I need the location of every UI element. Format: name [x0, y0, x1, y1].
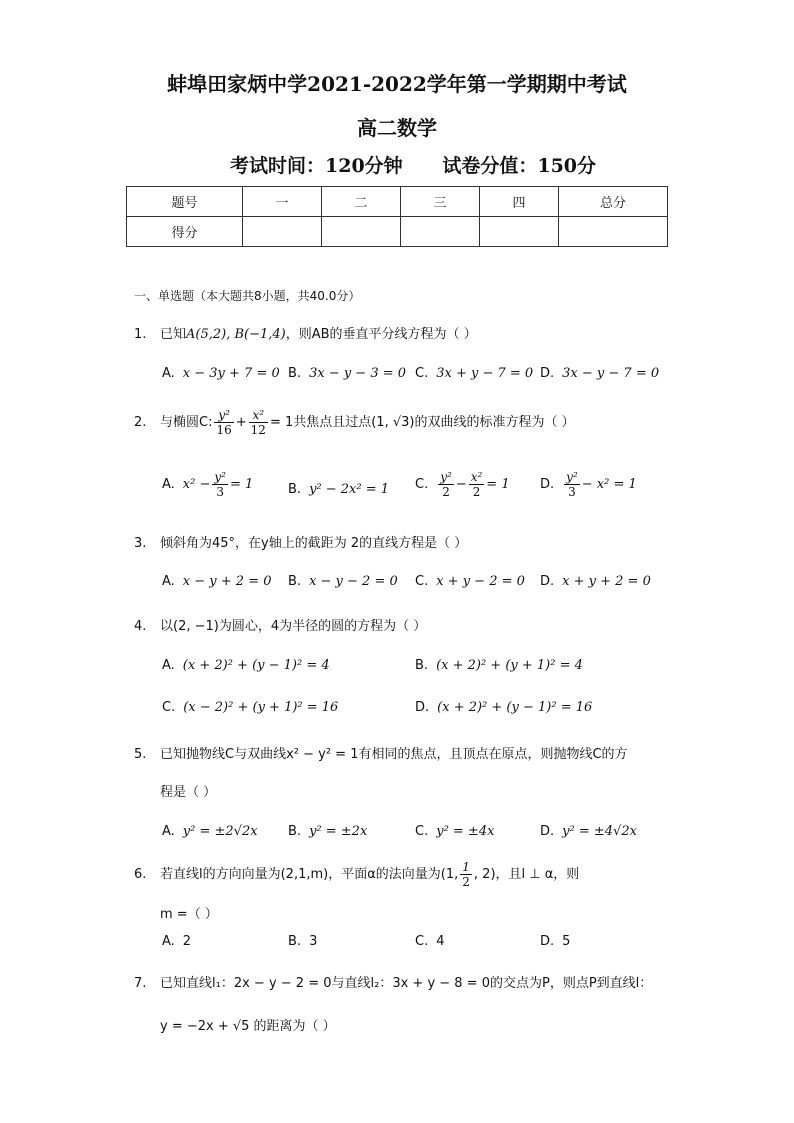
- denominator: 2: [442, 485, 450, 499]
- option-text: (x + 2)² + (y − 1)² = 16: [437, 700, 593, 715]
- option-text: x + y − 2 = 0: [436, 574, 525, 589]
- exam-subject: 高二数学: [357, 116, 437, 140]
- option-text: x² −: [182, 477, 211, 492]
- option-letter: B.: [288, 574, 302, 589]
- option-text: x − y + 2 = 0: [182, 574, 272, 589]
- option-b[interactable]: [415, 658, 583, 673]
- option-a[interactable]: [162, 366, 280, 381]
- option-text: 3x − y − 7 = 0: [562, 366, 660, 381]
- question-number: 5.: [134, 747, 147, 762]
- question-7: [134, 972, 652, 991]
- option-letter: B.: [288, 934, 302, 949]
- question-5-line2: 程是（ ）: [160, 785, 217, 800]
- question-text: 倾斜角为45°，在y轴上的截距为 2的直线方程是（ ）: [160, 536, 468, 551]
- denominator: 12: [250, 423, 266, 437]
- option-letter: D.: [540, 824, 555, 839]
- question-text: 已知直线l₁：2x − y − 2 = 0与直线l₂：3x + y − 8 = 0的交点为P，则点P到直线l：: [160, 976, 653, 991]
- option-text: x − y − 2 = 0: [309, 574, 398, 589]
- question-text: 与椭圆C:: [160, 415, 213, 430]
- option-text: (x + 2)² + (y − 1)² = 4: [182, 658, 330, 673]
- option-text: (x + 2)² + (y + 1)² = 4: [436, 658, 583, 673]
- numerator: x²: [249, 408, 268, 423]
- question-1: [134, 323, 477, 342]
- table-cell: 三: [401, 187, 480, 217]
- option-letter: C.: [415, 824, 429, 839]
- score-table-header-row: [127, 187, 668, 217]
- question-2: 2. 与椭圆C: $\frac{\text{y²}}{16}$ + $\frac{\text{x²}}{12}$ = 1共焦点且过点(1, √3)的双曲线的标准方程为（ ）: [134, 408, 575, 437]
- option-d[interactable]: [540, 934, 570, 949]
- option-text: 5: [562, 934, 571, 949]
- fraction: [438, 470, 454, 499]
- option-letter: C.: [415, 574, 429, 589]
- option-a[interactable]: [162, 470, 253, 499]
- option-c[interactable]: C. $\frac{\text{y²}}{2}$ − $\frac{\text{x²}}{2}$ = 1: [415, 470, 510, 499]
- option-b[interactable]: [288, 574, 398, 589]
- table-cell: 四: [480, 187, 559, 217]
- question-text: , 2)，且l ⊥ α，则: [473, 867, 580, 882]
- fraction: [214, 408, 233, 437]
- fraction: [249, 408, 268, 437]
- option-c[interactable]: [415, 366, 533, 381]
- option-a[interactable]: [162, 658, 330, 673]
- option-text: 3x − y − 3 = 0: [309, 366, 407, 381]
- fraction: [212, 470, 228, 499]
- fraction: [460, 860, 472, 889]
- option-b[interactable]: [288, 482, 389, 497]
- option-letter: A.: [162, 824, 175, 839]
- option-d[interactable]: [540, 824, 637, 839]
- section-heading: 一、单选题（本大题共8小题，共40.0分）: [134, 289, 361, 303]
- question-number: 6.: [134, 867, 147, 882]
- question-math: A(5,2), B(−1,4): [186, 327, 286, 342]
- question-text: 若直线l的方向向量为(2,1,m)，平面α的法向量为(1,: [160, 867, 459, 882]
- option-text: x − 3y + 7 = 0: [182, 366, 280, 381]
- numerator: 1: [462, 860, 470, 874]
- question-text: 已知抛物线C与双曲线x² − y² = 1有相同的焦点，且顶点在原点，则抛物线C的方: [160, 747, 628, 762]
- option-letter: C.: [415, 477, 429, 492]
- option-letter: A.: [162, 477, 175, 492]
- exam-info: 考试时间：120分钟 试卷分值：150分: [230, 155, 597, 177]
- question-3: [134, 532, 467, 551]
- option-text: y² = ±4√2x: [562, 824, 637, 839]
- question-5: [134, 743, 628, 762]
- question-text: 以(2, −1)为圆心，4为半径的圆的方程为（ ）: [160, 619, 427, 634]
- question-number: 7.: [134, 976, 147, 991]
- option-text: = 1: [486, 477, 510, 492]
- question-7-line2: y = −2x + √5 的距离为（ ）: [160, 1019, 336, 1034]
- numerator: y²: [214, 470, 226, 484]
- option-text: y² = ±2x: [309, 824, 368, 839]
- option-letter: C.: [162, 700, 176, 715]
- option-a[interactable]: [162, 824, 258, 839]
- question-number: 1.: [134, 327, 147, 342]
- score-table: [126, 186, 668, 247]
- exam-title: 蚌埠田家炳中学2021-2022学年第一学期期中考试: [167, 72, 627, 96]
- option-d[interactable]: [540, 574, 651, 589]
- option-c[interactable]: [415, 574, 525, 589]
- option-letter: A.: [162, 574, 175, 589]
- table-cell: 得分: [127, 217, 243, 247]
- option-letter: C.: [415, 366, 429, 381]
- numerator: y²: [214, 408, 233, 423]
- option-d[interactable]: [540, 366, 659, 381]
- option-a[interactable]: [162, 574, 272, 589]
- option-letter: B.: [415, 658, 429, 673]
- option-b[interactable]: [288, 366, 406, 381]
- option-letter: C.: [415, 934, 429, 949]
- fraction: [564, 470, 580, 499]
- option-text: 4: [436, 934, 445, 949]
- option-text: (x − 2)² + (y + 1)² = 16: [183, 700, 339, 715]
- score-input-cell[interactable]: [243, 217, 322, 247]
- option-d[interactable]: [540, 470, 637, 499]
- option-a[interactable]: [162, 934, 191, 949]
- option-c[interactable]: [415, 824, 494, 839]
- question-6: [134, 860, 579, 889]
- table-cell: 题号: [127, 187, 243, 217]
- option-letter: D.: [540, 574, 555, 589]
- denominator: 3: [216, 485, 224, 499]
- option-letter: A.: [162, 934, 175, 949]
- numerator: y²: [440, 470, 452, 484]
- option-text: y² − 2x² = 1: [309, 482, 390, 497]
- option-letter: D.: [540, 366, 555, 381]
- option-text: x + y + 2 = 0: [562, 574, 651, 589]
- option-letter: B.: [288, 366, 302, 381]
- option-text: − x² = 1: [581, 477, 637, 492]
- option-text: y² = ±4x: [436, 824, 495, 839]
- option-letter: D.: [415, 700, 430, 715]
- option-letter: A.: [162, 658, 175, 673]
- denominator: 16: [216, 423, 232, 437]
- question-6-line2: m =（ ）: [160, 907, 218, 922]
- option-text: y² = ±2√2x: [182, 824, 258, 839]
- score-input-cell[interactable]: [322, 217, 401, 247]
- denominator: 2: [472, 485, 481, 499]
- score-table-score-row: [127, 217, 668, 247]
- numerator: x²: [470, 470, 483, 484]
- option-letter: B.: [288, 482, 302, 497]
- table-cell: 一: [243, 187, 322, 217]
- question-number: 2.: [134, 415, 147, 430]
- option-b[interactable]: [288, 824, 367, 839]
- option-d[interactable]: [415, 700, 592, 715]
- option-letter: D.: [540, 477, 555, 492]
- option-text: 3x + y − 7 = 0: [436, 366, 534, 381]
- option-letter: B.: [288, 824, 302, 839]
- option-c[interactable]: [162, 700, 338, 715]
- denominator: 3: [568, 485, 576, 499]
- option-text: 3: [309, 934, 318, 949]
- option-c[interactable]: [415, 934, 445, 949]
- option-text: 2: [182, 934, 192, 949]
- question-number: 4.: [134, 619, 147, 634]
- question-4: [134, 615, 426, 634]
- table-cell: 总分: [559, 187, 668, 217]
- option-letter: D.: [540, 934, 555, 949]
- score-input-cell[interactable]: [480, 217, 559, 247]
- score-input-cell[interactable]: [401, 217, 480, 247]
- score-input-cell[interactable]: [559, 217, 668, 247]
- option-letter: A.: [162, 366, 175, 381]
- fraction: [469, 470, 485, 499]
- denominator: 2: [462, 875, 470, 889]
- numerator: y²: [566, 470, 578, 484]
- question-text: ，则AB的垂直平分线方程为（ ）: [285, 327, 477, 342]
- question-number: 3.: [134, 536, 147, 551]
- question-text: 已知: [160, 327, 187, 342]
- question-text: = 1共焦点且过点(1, √3)的双曲线的标准方程为（ ）: [269, 415, 575, 430]
- option-b[interactable]: [288, 934, 317, 949]
- option-text: = 1: [229, 477, 254, 492]
- table-cell: 二: [322, 187, 401, 217]
